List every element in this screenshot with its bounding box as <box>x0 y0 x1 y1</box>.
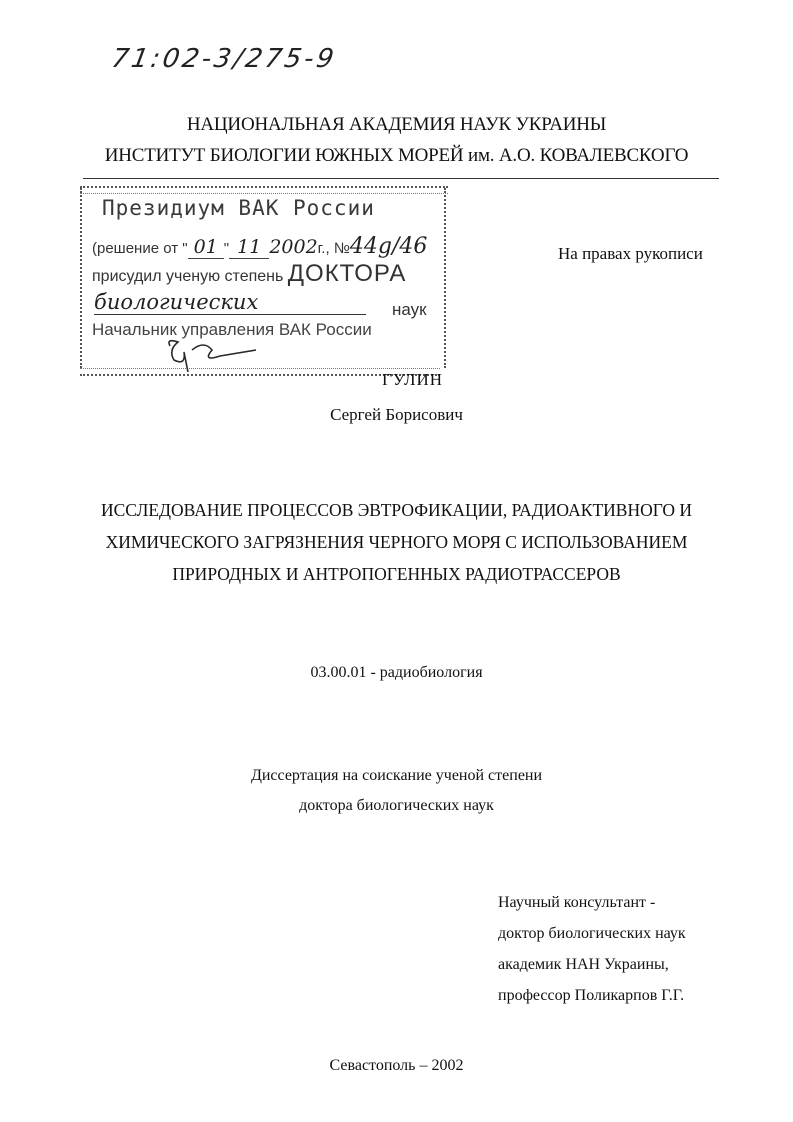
thesis-title <box>0 494 793 590</box>
stamp-border-left <box>80 188 85 368</box>
consultant-line-2: доктор биологических наук <box>498 925 686 942</box>
stamp-decision-day: 01 <box>188 236 224 259</box>
stamp-awarded-label: присудил ученую степень <box>92 268 284 285</box>
stamp-head-label: Начальник управления ВАК России <box>92 320 372 339</box>
stamp-decision-number: 44g/46 <box>349 234 428 259</box>
stamp-title: Президиум ВАК России <box>102 196 375 220</box>
dissertation-description <box>0 761 793 821</box>
stamp-decision-year-suffix: г., № <box>317 240 350 257</box>
thesis-title-line-3: ПРИРОДНЫХ И АНТРОПОГЕННЫХ РАДИОТРАССЕРОВ <box>172 564 621 584</box>
dissertation-line-2: доктора биологических наук <box>299 797 494 814</box>
stamp-border-right <box>444 188 449 368</box>
stamp-decision-sep: " <box>223 240 230 257</box>
thesis-title-line-1: ИССЛЕДОВАНИЕ ПРОЦЕССОВ ЭВТРОФИКАЦИИ, РАДИОАКТИВНОГО И <box>100 500 693 520</box>
thesis-title-line-2: ХИМИЧЕСКОГО ЗАГРЯЗНЕНИЯ ЧЕРНОГО МОРЯ С ИСПОЛЬЗОВАНИЕМ <box>105 532 688 552</box>
manuscript-rights-label: На правах рукописи <box>558 244 703 263</box>
place-and-year: Севастополь – 2002 <box>329 1057 464 1074</box>
consultant-line-3: академик НАН Украины, <box>498 956 669 973</box>
vak-stamp <box>80 186 448 376</box>
consultant-line-1: Научный консультант - <box>498 894 656 911</box>
stamp-decision-row <box>92 234 427 259</box>
author-name: Сергей Борисович <box>330 405 463 424</box>
consultant-line-4: профессор Поликарпов Г.Г. <box>498 987 685 1004</box>
archive-number-handwritten: 71:02-3/275-9 <box>109 44 339 74</box>
stamp-border-top <box>80 186 448 194</box>
header-divider <box>83 178 719 179</box>
stamp-science-handwritten: биологических <box>94 290 366 315</box>
stamp-science-row <box>94 290 384 315</box>
dissertation-line-1: Диссертация на соискание ученой степени <box>250 767 543 784</box>
scientific-consultant <box>498 887 686 1011</box>
stamp-degree: ДОКТОРА <box>287 260 407 287</box>
stamp-awarded-row <box>92 260 406 288</box>
author-surname: ГУЛИН <box>382 370 444 389</box>
stamp-decision-prefix: (решение от " <box>92 240 188 257</box>
stamp-signature <box>164 336 284 378</box>
stamp-decision-month: 11 <box>229 236 269 259</box>
specialty-code: 03.00.01 - радиобиология <box>310 664 483 681</box>
organization-line-1: НАЦИОНАЛЬНАЯ АКАДЕМИЯ НАУК УКРАИНЫ <box>186 114 607 135</box>
organization-line-2: ИНСТИТУТ БИОЛОГИИ ЮЖНЫХ МОРЕЙ им. А.О. КОВАЛЕВСКОГО <box>104 145 689 166</box>
stamp-decision-year: 2002 <box>269 236 318 258</box>
stamp-science-label: наук <box>392 300 427 319</box>
